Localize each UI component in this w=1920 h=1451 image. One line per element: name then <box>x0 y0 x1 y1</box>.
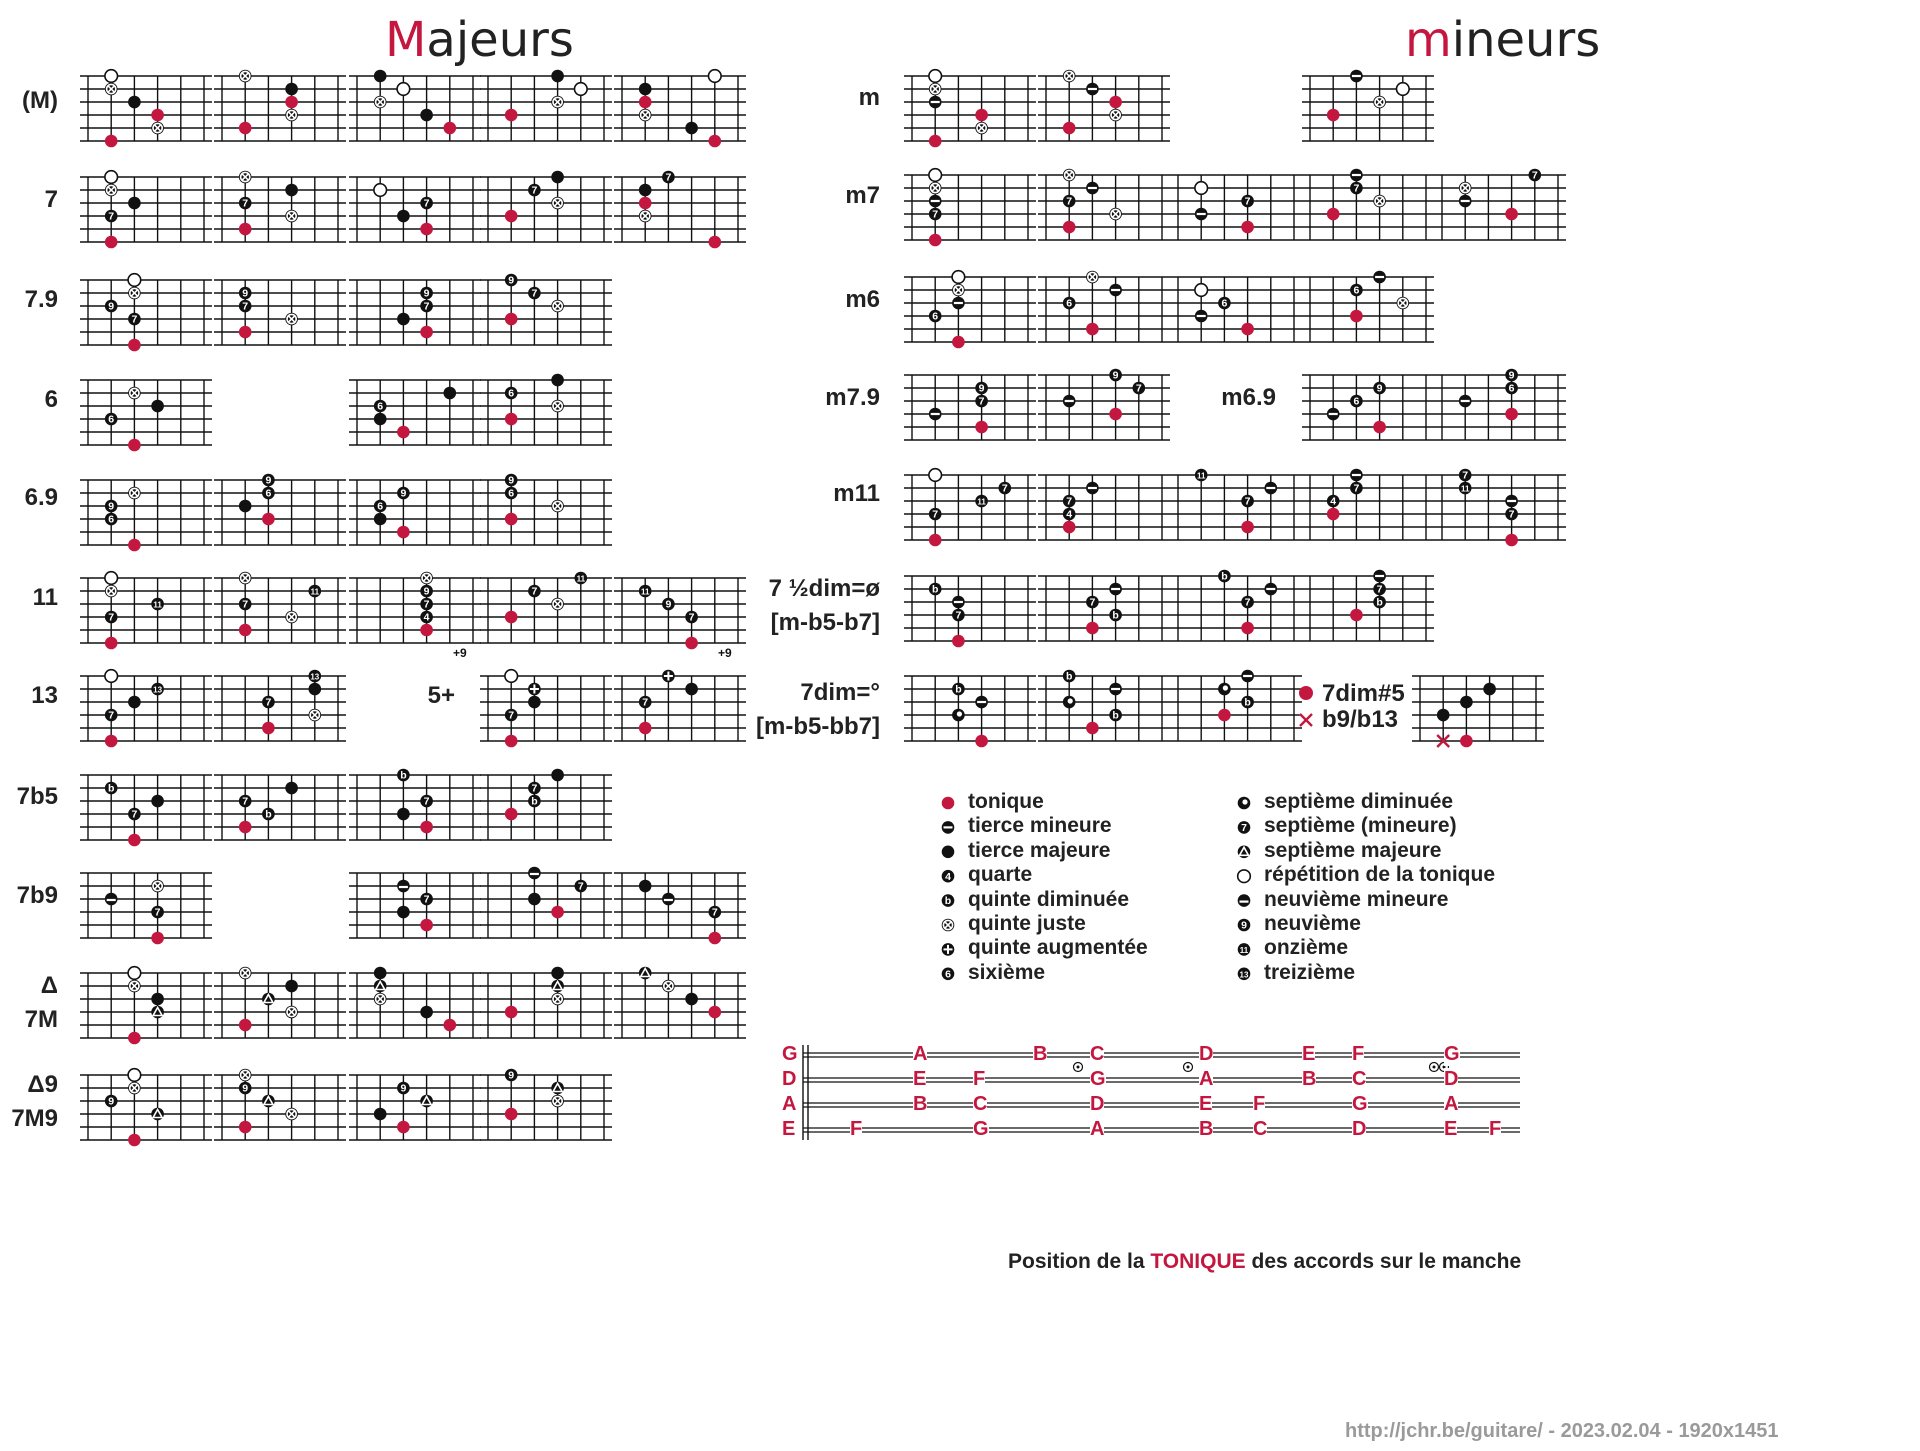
row-label: (M) <box>22 87 58 114</box>
neck-note: C <box>1253 1118 1268 1140</box>
svg-text:11: 11 <box>576 574 586 584</box>
legend-item-augmented-fifth: quinte augmentée <box>968 936 1148 960</box>
chord-diagram <box>614 967 746 1038</box>
row-label: 11 <box>32 584 58 611</box>
svg-text:13: 13 <box>310 672 320 682</box>
chord-diagram <box>214 70 346 141</box>
neck-open-string: G <box>782 1043 798 1065</box>
chord-diagram <box>1038 576 1170 641</box>
row-label: Δ9 7M9 <box>11 1071 58 1132</box>
svg-text:7: 7 <box>1353 482 1360 495</box>
chord-diagram <box>80 1069 212 1147</box>
svg-text:b: b <box>1244 696 1251 709</box>
row-label: 13 <box>31 682 58 709</box>
row-label: m7.9 <box>825 384 880 411</box>
chord-diagram <box>1170 570 1302 641</box>
neck-note: F <box>850 1118 863 1140</box>
major-title: Majeurs <box>385 12 574 68</box>
svg-text:9: 9 <box>1241 919 1247 932</box>
neck-note: C <box>1090 1043 1105 1065</box>
chord-diagram <box>80 70 212 148</box>
svg-text:7: 7 <box>1135 382 1142 395</box>
legend-item-fourth: quarte <box>968 863 1033 887</box>
row-label: 7b9 <box>16 882 58 909</box>
svg-text:6: 6 <box>508 387 515 400</box>
chord-diagram <box>1302 469 1434 540</box>
chord-diagram <box>480 769 612 840</box>
svg-text:9: 9 <box>265 474 272 487</box>
chord-diagram <box>480 374 612 445</box>
legend-item-perfect-fifth: quinte juste <box>968 912 1086 935</box>
svg-text:b: b <box>1065 670 1073 683</box>
row-label: 7 ½dim=ø [m-b5-b7] <box>768 575 880 636</box>
chord-diagram <box>80 873 212 944</box>
legend-item-minor-ninth: neuvième mineure <box>1264 887 1449 911</box>
svg-text:7: 7 <box>423 795 430 808</box>
chord-diagram <box>480 967 612 1038</box>
svg-text:9: 9 <box>1508 369 1515 382</box>
neck-note: E <box>1302 1043 1316 1065</box>
chord-diagram <box>480 171 612 242</box>
svg-text:7: 7 <box>242 300 249 313</box>
svg-text:6: 6 <box>265 487 272 500</box>
neck-note: F <box>973 1068 986 1090</box>
svg-text:13: 13 <box>1239 970 1249 980</box>
svg-text:11: 11 <box>1196 471 1206 481</box>
svg-text:6: 6 <box>1353 395 1360 408</box>
svg-text:9: 9 <box>1112 369 1119 382</box>
neck-note: F <box>1352 1043 1365 1065</box>
svg-text:7: 7 <box>531 287 538 300</box>
svg-text:7: 7 <box>665 171 672 184</box>
row-label: m <box>858 84 880 111</box>
neck-note: E <box>1199 1093 1213 1115</box>
chord-diagram <box>904 676 1036 747</box>
neck-note: A <box>1090 1118 1105 1140</box>
svg-text:4: 4 <box>423 611 430 624</box>
svg-text:9: 9 <box>423 287 430 300</box>
svg-text:b: b <box>265 808 272 821</box>
svg-text:b: b <box>1112 709 1119 722</box>
row-label: m6 <box>845 286 880 313</box>
svg-text:7: 7 <box>265 696 272 709</box>
svg-text:7: 7 <box>131 313 138 326</box>
svg-text:7: 7 <box>1508 508 1515 521</box>
chord-diagram <box>80 171 212 249</box>
plus9-note: +9 <box>718 646 732 660</box>
svg-text:6: 6 <box>1221 297 1228 310</box>
svg-text:9: 9 <box>665 598 672 611</box>
chord-diagram <box>480 474 612 545</box>
svg-text:7: 7 <box>108 709 115 722</box>
svg-text:7: 7 <box>531 184 538 197</box>
footer-credit: http://jchr.be/guitare/ - 2023.02.04 - 1920x1451 <box>1345 1420 1779 1442</box>
chord-diagram <box>1302 375 1434 440</box>
chord-diagram <box>1170 670 1302 741</box>
neck-note: E <box>1444 1118 1458 1140</box>
chord-diagram <box>80 775 212 846</box>
chord-diagram <box>214 1069 346 1140</box>
chord-diagram <box>1434 369 1566 440</box>
row-label: 7b5 <box>16 783 58 810</box>
svg-text:b: b <box>931 583 939 596</box>
svg-text:b: b <box>531 795 538 808</box>
neck-note: A <box>1199 1068 1214 1090</box>
svg-text:11: 11 <box>310 587 320 597</box>
svg-text:7: 7 <box>932 508 939 521</box>
svg-text:9: 9 <box>1376 382 1383 395</box>
svg-text:9: 9 <box>508 1069 515 1082</box>
chord-diagram <box>80 572 212 650</box>
chord-diagram <box>80 274 212 352</box>
svg-text:7: 7 <box>423 598 430 611</box>
svg-text:7: 7 <box>711 906 718 919</box>
row-label: Δ 7M <box>24 972 58 1033</box>
row-label: m11 <box>833 480 880 507</box>
svg-text:9: 9 <box>242 287 249 300</box>
svg-text:7: 7 <box>1001 482 1008 495</box>
svg-text:b: b <box>1376 596 1383 609</box>
neck-note: E <box>913 1068 927 1090</box>
neck-note: G <box>1352 1093 1368 1115</box>
svg-text:7: 7 <box>955 609 962 622</box>
chord-diagram <box>480 1069 612 1140</box>
svg-text:7: 7 <box>1244 495 1251 508</box>
chord-diagram <box>1170 469 1302 540</box>
row-label: 7 <box>44 186 58 213</box>
chord-diagram <box>214 572 346 643</box>
svg-text:7: 7 <box>1066 195 1073 208</box>
svg-text:7: 7 <box>642 696 649 709</box>
svg-text:6: 6 <box>1353 284 1360 297</box>
svg-text:13: 13 <box>153 685 163 695</box>
dim-sharp5-label: 7dim#5 <box>1322 680 1405 707</box>
svg-text:4: 4 <box>945 870 951 883</box>
chord-diagram <box>349 177 481 242</box>
chord-diagram <box>480 70 612 141</box>
svg-text:7: 7 <box>242 598 249 611</box>
svg-text:7: 7 <box>1066 495 1073 508</box>
b9-b13-label: b9/b13 <box>1322 706 1399 733</box>
svg-text:7: 7 <box>1353 182 1360 195</box>
legend-item-sixth: sixième <box>968 960 1046 984</box>
neck-open-string: D <box>782 1068 797 1090</box>
neck-note: B <box>1033 1043 1048 1065</box>
chord-diagram <box>349 873 481 938</box>
svg-text:6: 6 <box>945 968 951 981</box>
chord-diagram <box>904 169 1036 247</box>
neck-note: B <box>1302 1068 1317 1090</box>
svg-text:7: 7 <box>154 906 161 919</box>
svg-text:7: 7 <box>108 210 115 223</box>
neck-note: C <box>973 1093 988 1115</box>
svg-text:6: 6 <box>377 500 384 513</box>
svg-text:7: 7 <box>242 795 249 808</box>
neck-note: B <box>1199 1118 1214 1140</box>
chord-diagram <box>349 967 481 1038</box>
chord-diagram <box>1038 670 1170 741</box>
svg-text:9: 9 <box>423 585 430 598</box>
svg-text:7: 7 <box>577 880 584 893</box>
svg-text:9: 9 <box>108 1095 115 1108</box>
legend-item-flat-fifth: quinte diminuée <box>968 887 1130 911</box>
guitar-neck <box>803 1045 1520 1140</box>
svg-text:11: 11 <box>640 587 650 597</box>
svg-text:7: 7 <box>1462 469 1469 482</box>
svg-text:6: 6 <box>508 487 515 500</box>
chord-diagram <box>480 274 612 345</box>
svg-text:7: 7 <box>1241 822 1247 834</box>
svg-text:7: 7 <box>1244 195 1251 208</box>
row-label: m6.9 <box>1221 384 1276 411</box>
legend-item-tonic: tonique <box>968 790 1044 813</box>
legend-item-major-third: tierce majeure <box>968 838 1111 862</box>
neck-caption: Position de la TONIQUE des accords sur le manche <box>1008 1250 1522 1273</box>
legend-item-ninth: neuvième <box>1264 912 1361 935</box>
legend-item-major-seventh: septième majeure <box>1264 838 1442 862</box>
svg-text:b: b <box>944 895 952 908</box>
svg-text:6: 6 <box>1066 297 1073 310</box>
chord-diagram <box>1038 169 1170 240</box>
chord-diagram <box>214 775 346 840</box>
legend-item-minor-third: tierce mineure <box>968 814 1112 838</box>
svg-text:7: 7 <box>1531 169 1538 182</box>
chord-diagram <box>214 474 346 545</box>
svg-text:7: 7 <box>978 395 985 408</box>
svg-text:7: 7 <box>1089 596 1096 609</box>
svg-text:9: 9 <box>108 500 115 513</box>
chord-diagram <box>1434 469 1566 547</box>
neck-note: G <box>1444 1043 1460 1065</box>
chord-diagram <box>349 280 481 345</box>
svg-text:7: 7 <box>508 709 515 722</box>
minor-title: mineurs <box>1405 12 1601 68</box>
chord-diagram <box>1302 570 1434 641</box>
neck-note: A <box>1444 1093 1459 1115</box>
svg-text:7: 7 <box>423 893 430 906</box>
chord-diagram <box>1038 475 1170 540</box>
svg-text:4: 4 <box>1330 495 1337 508</box>
chord-diagram <box>349 480 481 545</box>
chord-diagram <box>1170 175 1302 240</box>
svg-text:9: 9 <box>108 300 115 313</box>
chord-diagram <box>1302 70 1434 141</box>
neck-note: D <box>1090 1093 1105 1115</box>
chord-diagram <box>1412 676 1544 747</box>
chord-diagram <box>349 380 481 445</box>
svg-text:7: 7 <box>1376 583 1383 596</box>
chord-diagram <box>904 271 1036 349</box>
legend-item-thirteenth: treizième <box>1264 960 1356 984</box>
svg-text:7: 7 <box>932 208 939 221</box>
svg-text:7: 7 <box>242 197 249 210</box>
chord-diagram <box>1434 169 1566 240</box>
svg-text:9: 9 <box>508 474 515 487</box>
chord-diagram <box>80 380 212 451</box>
svg-text:6: 6 <box>932 310 939 323</box>
chord-diagram <box>904 576 1036 647</box>
row-label: 6.9 <box>24 484 58 511</box>
chord-diagram <box>1038 271 1170 342</box>
svg-text:9: 9 <box>400 1082 407 1095</box>
row-label: 5+ <box>427 682 455 709</box>
svg-text:11: 11 <box>1460 484 1470 494</box>
svg-text:b: b <box>955 683 962 696</box>
row-label: 7dim=° [m-b5-bb7] <box>756 679 880 740</box>
svg-text:9: 9 <box>978 382 985 395</box>
neck-note: D <box>1444 1068 1459 1090</box>
svg-text:11: 11 <box>153 600 162 610</box>
neck-note: D <box>1352 1118 1367 1140</box>
chord-diagram <box>1302 271 1434 342</box>
svg-text:7: 7 <box>688 611 695 624</box>
neck-note: B <box>913 1093 928 1115</box>
svg-text:7: 7 <box>423 300 430 313</box>
neck-open-string: E <box>782 1118 796 1140</box>
svg-text:6: 6 <box>1508 382 1515 395</box>
chord-diagram <box>1302 169 1434 240</box>
chord-diagram <box>214 171 346 242</box>
svg-text:6: 6 <box>377 400 384 413</box>
chord-diagram <box>480 572 612 643</box>
svg-text:6: 6 <box>108 513 115 526</box>
chord-diagram <box>904 469 1036 547</box>
chord-diagram <box>1170 277 1302 342</box>
chord-diagram <box>349 1075 481 1140</box>
chord-diagram <box>480 867 612 938</box>
svg-text:7: 7 <box>108 611 115 624</box>
svg-text:9: 9 <box>508 274 515 287</box>
chord-diagram <box>904 375 1036 440</box>
neck-note: A <box>913 1043 928 1065</box>
svg-text:7: 7 <box>531 782 538 795</box>
neck-open-string: A <box>782 1093 797 1115</box>
legend-item-minor-seventh: septième (mineure) <box>1264 814 1457 838</box>
chord-diagram <box>349 70 481 141</box>
svg-text:9: 9 <box>400 487 407 500</box>
svg-text:b: b <box>107 782 115 795</box>
svg-text:b: b <box>400 769 407 782</box>
row-label: m7 <box>845 182 880 209</box>
dim-note-markers <box>1299 686 1313 726</box>
chord-diagram <box>480 670 612 748</box>
chord-diagram <box>80 670 212 748</box>
svg-text:11: 11 <box>977 497 986 507</box>
chord-diagram <box>349 572 481 660</box>
plus9-note: +9 <box>453 646 467 660</box>
chord-diagram <box>80 480 212 551</box>
row-label: 7.9 <box>24 286 58 313</box>
chord-diagram <box>80 967 212 1045</box>
chord-diagram <box>349 769 481 840</box>
svg-text:7: 7 <box>1244 596 1251 609</box>
neck-note: F <box>1489 1118 1502 1140</box>
chord-diagram <box>904 70 1036 148</box>
chord-diagram <box>214 280 346 345</box>
chord-diagram <box>614 873 746 944</box>
svg-text:b: b <box>1112 609 1119 622</box>
row-label: 6 <box>44 386 58 413</box>
svg-text:4: 4 <box>1066 508 1073 521</box>
neck-note: F <box>1253 1093 1266 1115</box>
svg-text:7: 7 <box>531 585 538 598</box>
svg-text:7: 7 <box>423 197 430 210</box>
svg-text:11: 11 <box>1239 946 1249 955</box>
legend-item-octave: répétition de la tonique <box>1264 863 1496 887</box>
svg-text:9: 9 <box>242 1082 249 1095</box>
chord-diagram <box>1038 70 1170 141</box>
neck-note: D <box>1199 1043 1214 1065</box>
svg-text:7: 7 <box>131 808 138 821</box>
neck-note: G <box>1090 1068 1106 1090</box>
legend-item-diminished-seventh: septième diminuée <box>1264 790 1454 813</box>
chord-diagram <box>214 967 346 1038</box>
neck-note: G <box>973 1118 989 1140</box>
legend-item-eleventh: onzième <box>1264 936 1349 960</box>
svg-text:6: 6 <box>108 413 115 426</box>
svg-text:b: b <box>1221 570 1228 583</box>
neck-note: C <box>1352 1068 1367 1090</box>
